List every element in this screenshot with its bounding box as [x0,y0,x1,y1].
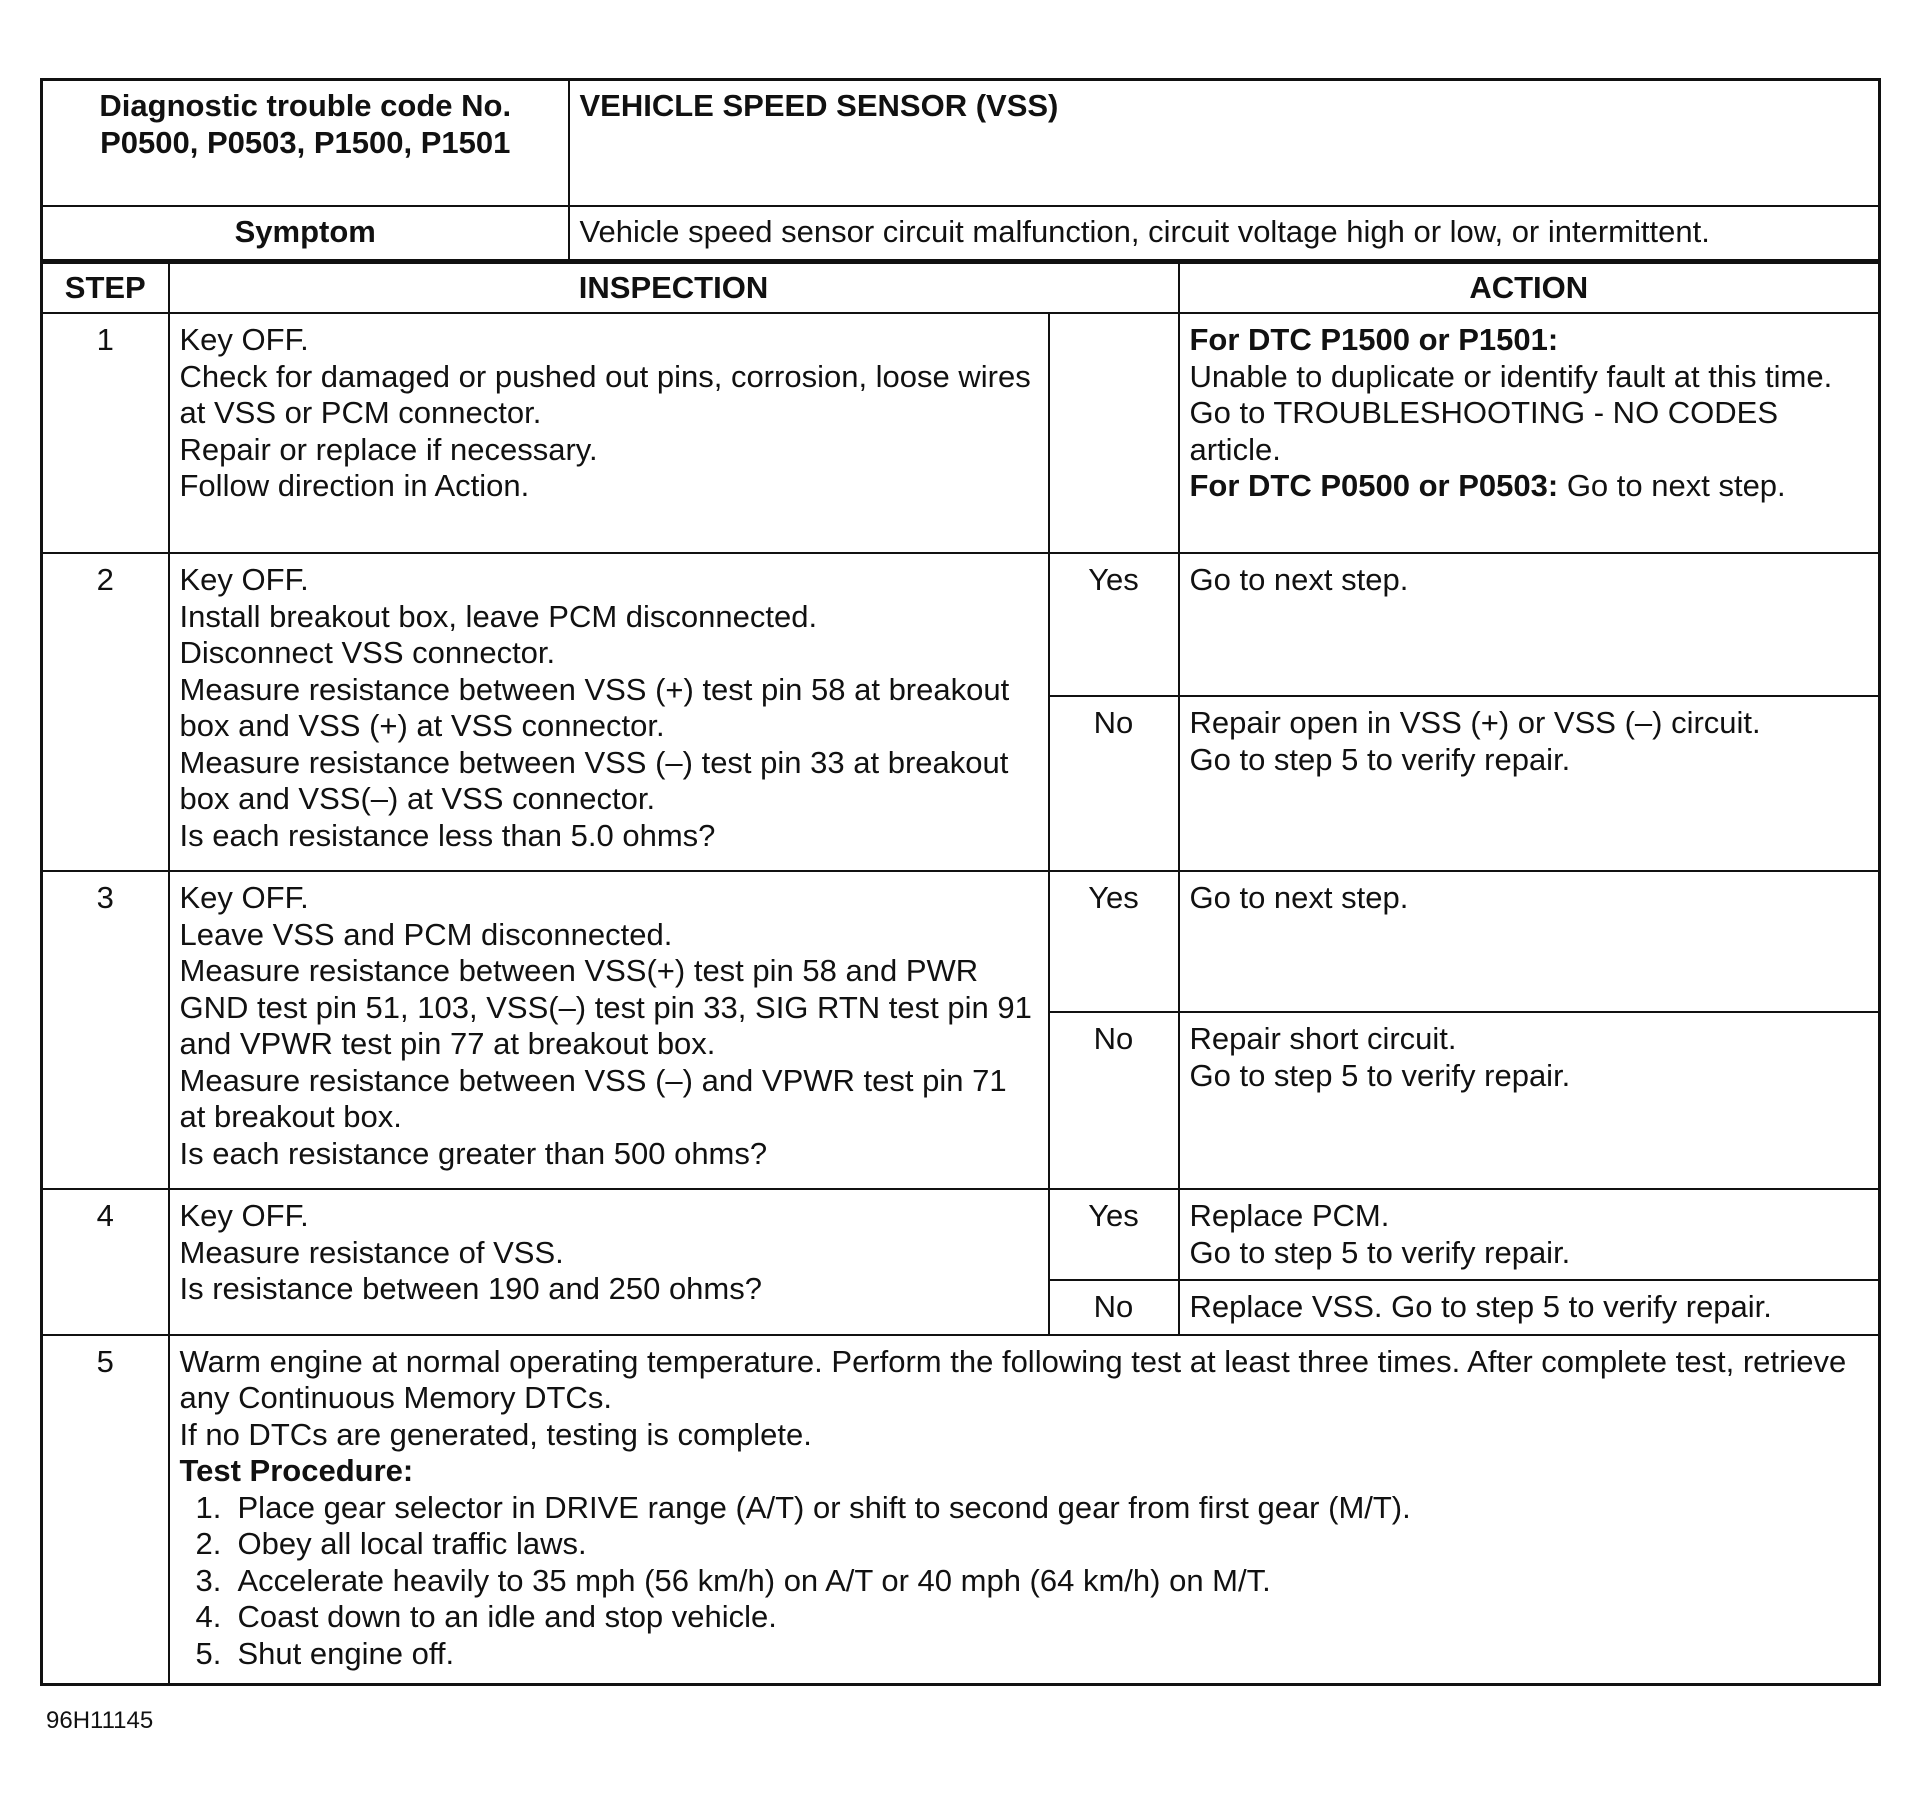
step-5-intro: If no DTCs are generated, testing is complete. [179,1416,812,1452]
result-yes: Yes [1049,553,1179,696]
result-yes: Yes [1049,1189,1179,1280]
figure-reference-id: 96H11145 [46,1707,154,1734]
inspection-line: Is each resistance greater than 500 ohms? [179,1135,768,1171]
table-row-step-2 [42,553,1880,696]
table-row-step-5 [42,1335,1880,1685]
dtc-code-label: Diagnostic trouble code No. P0500, P0503, P1500, P1501 [42,80,569,207]
action-cell [1179,313,1880,553]
action-line: Unable to duplicate or identify fault at this time. [1189,358,1833,394]
action-line: Repair open in VSS (+) or VSS (–) circuit. [1189,705,1761,740]
symptom-label: Symptom [42,206,569,260]
inspection-line: Repair or replace if necessary. [179,431,598,467]
table-row-step-1 [42,313,1880,553]
action-cell [1179,553,1880,696]
action-line: Go to step 5 to verify repair. [1189,1234,1571,1270]
procedure-item-number: 2. [195,1526,222,1561]
result-yes: Yes [1049,871,1179,1012]
action-line: Go to step 5 to verify repair. [1189,1057,1571,1093]
action-heading: For DTC P0500 or P0503: [1189,468,1559,503]
inspection-line: Check for damaged or pushed out pins, corrosion, loose wires at VSS or PCM connector. [179,358,1040,430]
inspection-line: Leave VSS and PCM disconnected. [179,916,673,952]
inspection-line: Measure resistance between VSS(+) test pin 58 and PWR GND test pin 51, 103, VSS(–) test pin 33, SIG RTN test pin 91 and VPWR test pin 77 at breakout box. [179,953,1041,1061]
inspection-line: Key OFF. [179,1198,309,1233]
inspection-cell [169,1189,1049,1335]
procedure-item-text: Coast down to an idle and stop vehicle. [237,1599,777,1634]
action-line: Go to step 5 to verify repair. [1189,741,1571,777]
action-line: Go to next step. [1189,880,1409,915]
column-header-step: STEP [42,263,169,314]
inspection-line: Key OFF. [179,562,309,597]
inspection-line: Follow direction in Action. [179,468,530,503]
inspection-line: Measure resistance of VSS. [179,1234,564,1270]
action-text: Go to next step. [1558,468,1786,503]
step-number: 3 [42,871,169,1189]
inspection-line: Disconnect VSS connector. [179,635,556,670]
column-header-inspection: INSPECTION [169,263,1179,314]
action-line-mixed [1190,468,1869,505]
header-row [42,80,1880,207]
action-cell [1179,1189,1880,1280]
action-line: Replace VSS. Go to step 5 to verify repair. [1189,1289,1772,1324]
action-line: Replace PCM. [1189,1198,1390,1233]
inspection-line: Install breakout box, leave PCM disconnected. [179,598,818,634]
inspection-line: Measure resistance between VSS (–) and VPWR test pin 71 at breakout box. [179,1062,1016,1134]
step-5-intro: Warm engine at normal operating temperature. Perform the following test at least three times. After complete test, retrieve any Continuous Memory DTCs. [179,1343,1855,1415]
action-line: Repair short circuit. [1189,1021,1457,1056]
procedure-item [195,1599,1869,1636]
action-cell [1179,871,1880,1012]
inspection-line: Key OFF. [179,322,309,357]
inspection-line: Is each resistance less than 5.0 ohms? [179,817,716,853]
inspection-line: Measure resistance between VSS (+) test pin 58 at breakout box and VSS (+) at VSS connector. [179,671,1018,743]
procedure-title: Test Procedure: [179,1453,414,1488]
result-cell-empty [1049,313,1179,553]
action-cell [1179,696,1880,871]
column-header-action: ACTION [1179,263,1880,314]
procedure-item [195,1635,1869,1673]
procedure-item-number: 1. [195,1489,222,1525]
action-heading: For DTC P1500 or P1501: [1189,322,1559,357]
inspection-cell [169,553,1049,871]
procedure-item [195,1526,1869,1563]
step-number: 1 [42,313,169,553]
diagnostic-document [40,78,1878,1686]
inspection-cell [169,313,1049,553]
procedure-item-text: Shut engine off. [237,1635,455,1671]
result-no: No [1049,1012,1179,1189]
step-number: 4 [42,1189,169,1335]
result-no: No [1049,1280,1179,1335]
procedure-item-number: 3. [195,1562,222,1598]
result-no: No [1049,696,1179,871]
inspection-cell [169,871,1049,1189]
action-cell [1179,1012,1880,1189]
table-row-step-4 [42,1189,1880,1280]
procedure-list [180,1490,1869,1673]
procedure-item-number: 4. [195,1599,222,1634]
column-header-row [42,263,1880,314]
inspection-line: Key OFF. [179,880,309,915]
step-number: 2 [42,553,169,871]
page-title: VEHICLE SPEED SENSOR (VSS) [569,80,1880,207]
action-line: Go to TROUBLESHOOTING - NO CODES article. [1189,395,1787,467]
header-table [40,78,1881,261]
step-number: 5 [42,1335,169,1685]
procedure-item-text: Place gear selector in DRIVE range (A/T) or shift to second gear from first gear (M/T). [237,1489,1411,1525]
table-row-step-3 [42,871,1880,1012]
procedure-item [195,1562,1869,1600]
procedure-item-number: 5. [195,1635,222,1671]
step-5-content [169,1335,1880,1685]
procedure-item [195,1489,1869,1527]
action-line: Go to next step. [1189,562,1409,597]
action-cell [1179,1280,1880,1335]
steps-table [40,261,1881,1686]
procedure-item-text: Accelerate heavily to 35 mph (56 km/h) on A/T or 40 mph (64 km/h) on M/T. [237,1562,1271,1598]
inspection-line: Measure resistance between VSS (–) test pin 33 at breakout box and VSS(–) at VSS connector. [179,744,1017,816]
symptom-text: Vehicle speed sensor circuit malfunction, circuit voltage high or low, or intermittent. [569,206,1880,260]
procedure-item-text: Obey all local traffic laws. [237,1526,587,1561]
symptom-row [42,206,1880,260]
inspection-line: Is resistance between 190 and 250 ohms? [179,1271,762,1306]
